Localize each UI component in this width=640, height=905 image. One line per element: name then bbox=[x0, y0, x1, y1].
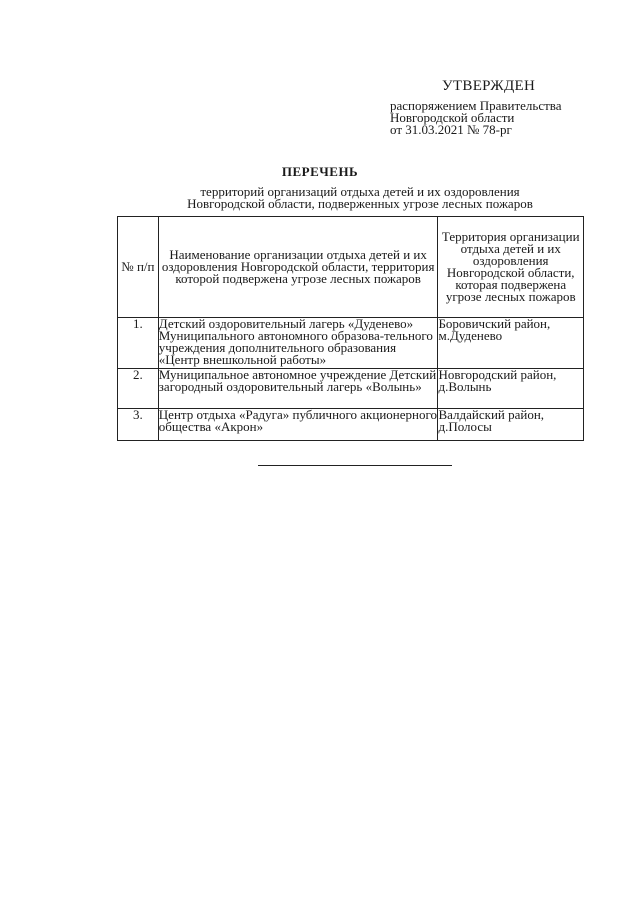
approval-line-authority: распоряжением Правительства bbox=[390, 98, 562, 113]
header-number: № п/п bbox=[118, 217, 159, 318]
row-number: 3. bbox=[118, 409, 159, 441]
row-organization-name: Муниципальное автономное учреждение Детский загородный оздоровительный лагерь «Волынь» bbox=[158, 369, 438, 409]
row-number: 2. bbox=[118, 369, 159, 409]
row-territory: Валдайский район, д.Полосы bbox=[438, 409, 584, 441]
header-territory: Территория организации отдыха детей и их оздоровления Новгородской области, которая подвержена угрозе лесных пожаров bbox=[438, 217, 584, 318]
approval-line-region: Новгородской области bbox=[390, 110, 515, 125]
document-title: ПЕРЕЧЕНЬ bbox=[281, 164, 359, 179]
row-number: 1. bbox=[118, 318, 159, 369]
table-row bbox=[118, 369, 584, 409]
approval-block bbox=[390, 78, 630, 136]
closing-rule-divider bbox=[258, 465, 452, 466]
organizations-table bbox=[117, 216, 584, 441]
approval-heading: УТВЕРЖДЕН bbox=[442, 78, 536, 94]
row-organization-name: Центр отдыха «Радуга» публичного акционерного общества «Акрон» bbox=[158, 409, 438, 441]
row-organization-name: Детский оздоровительный лагерь «Дуденево» Муниципального автономного образова-тельного учреждения дополнительного образования «Центр внешкольной работы» bbox=[158, 318, 438, 369]
subtitle-line-1: территорий организаций отдыха детей и их оздоровления bbox=[200, 184, 520, 199]
document-subtitle bbox=[0, 186, 640, 210]
row-territory: Боровичский район, м.Дуденево bbox=[438, 318, 584, 369]
table-header-row bbox=[118, 217, 584, 318]
table-row bbox=[118, 318, 584, 369]
approval-line-date: от 31.03.2021 № 78-рг bbox=[390, 122, 512, 137]
header-organization-name: Наименование организации отдыха детей и их оздоровления Новгородской области, территория которой подвержена угрозе лесных пожаров bbox=[158, 217, 438, 318]
row-territory: Новгородский район, д.Волынь bbox=[438, 369, 584, 409]
table-row bbox=[118, 409, 584, 441]
subtitle-line-2: Новгородской области, подверженных угрозе лесных пожаров bbox=[187, 196, 533, 211]
